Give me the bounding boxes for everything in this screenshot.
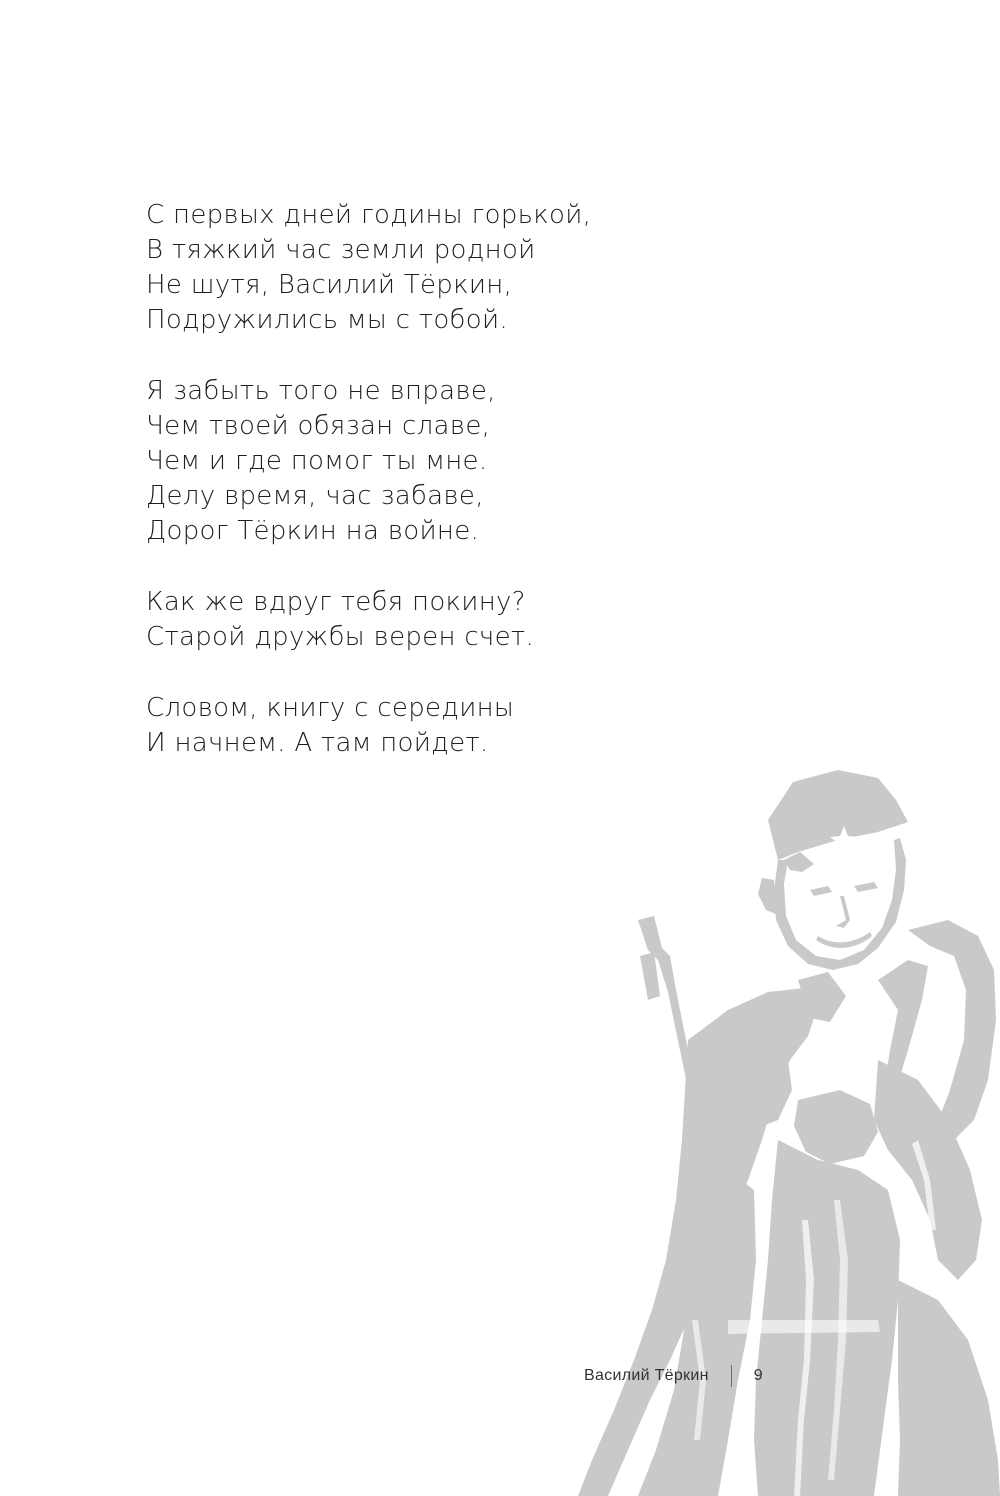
poem-line: Делу время, час забаве, [146,481,484,511]
poem-line: Старой дружбы верен счет. [146,622,535,652]
poem-line: В тяжкий час земли родной [146,235,536,265]
poem-line: Словом, книгу с середины [146,693,515,723]
poem-line: Чем и где помог ты мне. [146,446,488,476]
poem-line: С первых дней годины горькой, [146,200,592,230]
poem-line: Подружились мы с тобой. [146,305,508,335]
running-title: Василий Тёркин [584,1367,709,1384]
page-footer [584,1365,763,1387]
stanza-4 [146,691,846,761]
page-number: 9 [753,1367,763,1384]
poem-line: И начнем. А там пойдет. [146,728,489,758]
stanza-3 [146,585,846,655]
stanza-2 [146,374,846,549]
poem-line: Как же вдруг тебя покину? [146,587,526,617]
poem-line: Чем твоей обязан славе, [146,411,491,441]
poem-line: Дорог Тёркин на войне. [146,516,480,546]
footer-divider [731,1365,732,1387]
poem-line: Не шутя, Василий Тёркин, [146,270,513,300]
poem [146,198,846,797]
poem-line: Я забыть того не вправе, [146,376,496,406]
stanza-1 [146,198,846,338]
